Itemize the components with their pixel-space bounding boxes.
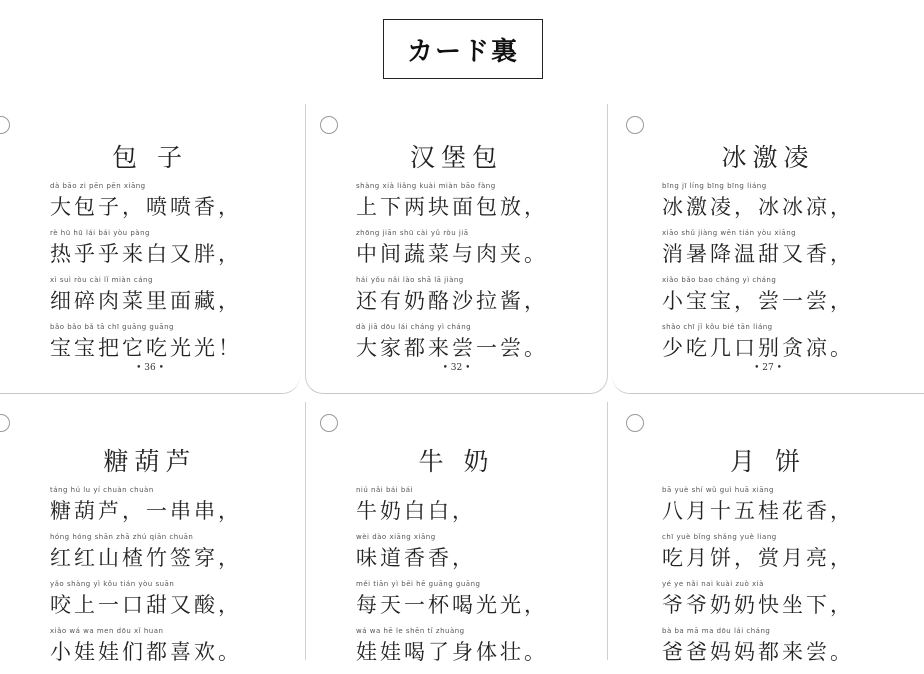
poem-line	[50, 627, 290, 674]
card-title: 牛 奶	[418, 447, 495, 476]
poem-line	[50, 533, 290, 580]
poem-line	[356, 229, 597, 276]
hanzi: 宝宝把它吃光光！	[50, 336, 242, 360]
card-title: 月 饼	[730, 447, 806, 476]
card-title: 包 子	[112, 143, 188, 172]
card-title: 冰激凌	[721, 143, 815, 172]
hanzi: 冰激凌，冰冰凉，	[662, 195, 854, 219]
pinyin: yé ye nǎi nai kuài zuò xià	[662, 580, 764, 588]
poem-line	[662, 486, 914, 533]
poem-line	[356, 627, 597, 674]
hanzi: 咬上一口甜又酸，	[50, 593, 242, 617]
hanzi: 爸爸妈妈都来尝。	[662, 640, 854, 664]
poem-line	[662, 533, 914, 580]
hanzi: 大家都来尝一尝。	[356, 336, 548, 360]
pinyin: bǎo bǎo bǎ tā chī guāng guāng	[50, 323, 174, 331]
hanzi: 八月十五桂花香，	[662, 499, 854, 523]
hanzi: 小娃娃们都喜欢。	[50, 640, 242, 664]
pinyin: hóng hóng shān zhā zhú qiān chuān	[50, 533, 194, 541]
punch-hole-icon	[0, 116, 10, 134]
hanzi: 热乎乎来白又胖，	[50, 242, 242, 266]
hanzi: 吃月饼，赏月亮，	[662, 546, 854, 570]
pinyin: bīng jī líng bīng bīng liáng	[662, 182, 767, 190]
pinyin: xiāo shǔ jiàng wēn tián yòu xiāng	[662, 229, 797, 237]
poem-lines	[356, 182, 597, 370]
pinyin: bā yuè shí wǔ guì huā xiāng	[662, 486, 774, 494]
hanzi: 中间蔬菜与肉夹。	[356, 242, 548, 266]
poem-line	[50, 276, 290, 323]
pinyin: hái yǒu nǎi lào shā lā jiàng	[356, 276, 464, 284]
poem-line	[356, 533, 597, 580]
pinyin: zhōng jiān shū cài yǔ ròu jiā	[356, 229, 469, 237]
hanzi: 糖葫芦，一串串，	[50, 499, 242, 523]
page-title: カード裏	[383, 19, 543, 79]
hanzi: 爷爷奶奶快坐下，	[662, 593, 854, 617]
hanzi: 娃娃喝了身体壮。	[356, 640, 548, 664]
pinyin: táng hú lu yí chuàn chuàn	[50, 486, 154, 494]
card-tanghulu	[0, 402, 300, 664]
hanzi: 上下两块面包放，	[356, 195, 548, 219]
hanzi: 少吃几口别贪凉。	[662, 336, 854, 360]
poem-line	[356, 276, 597, 323]
poem-lines	[50, 486, 290, 674]
pinyin: wá wa hē le shēn tǐ zhuàng	[356, 627, 465, 635]
pinyin: chī yuè bǐng shǎng yuè liang	[662, 533, 777, 541]
poem-line	[50, 229, 290, 276]
poem-line	[662, 580, 914, 627]
card-ice-cream	[612, 104, 924, 394]
card-title: 汉堡包	[409, 143, 503, 172]
page-number: • 32 •	[442, 363, 471, 373]
pinyin: shǎo chī jǐ kǒu bié tān liáng	[662, 323, 773, 331]
hanzi: 还有奶酪沙拉酱，	[356, 289, 548, 313]
poem-line	[356, 580, 597, 627]
poem-line	[356, 486, 597, 533]
poem-lines	[356, 486, 597, 674]
poem-lines	[50, 182, 290, 370]
poem-lines	[662, 182, 914, 370]
pinyin: dà jiā dōu lái cháng yì cháng	[356, 323, 472, 331]
poem-line	[356, 182, 597, 229]
poem-line	[50, 486, 290, 533]
pinyin: xiǎo bǎo bao cháng yì cháng	[662, 276, 777, 284]
poem-lines	[662, 486, 914, 674]
poem-line	[50, 182, 290, 229]
hanzi: 牛奶白白，	[356, 499, 476, 523]
hanzi: 细碎肉菜里面藏，	[50, 289, 242, 313]
poem-line	[662, 276, 914, 323]
punch-hole-icon	[626, 116, 644, 134]
card-title: 糖葫芦	[103, 447, 197, 476]
pinyin: bà ba mā ma dōu lái cháng	[662, 627, 771, 635]
page-number: • 27 •	[754, 363, 782, 373]
poem-line	[662, 229, 914, 276]
poem-line	[662, 182, 914, 229]
card-milk	[305, 402, 608, 664]
pinyin: dà bāo zi pēn pēn xiāng	[50, 182, 146, 190]
hanzi: 消暑降温甜又香，	[662, 242, 854, 266]
hanzi: 小宝宝，尝一尝，	[662, 289, 854, 313]
poem-line	[50, 580, 290, 627]
hanzi: 红红山楂竹签穿，	[50, 546, 242, 570]
punch-hole-icon	[320, 116, 338, 134]
pinyin: rè hū hū lái bái yòu pàng	[50, 229, 150, 237]
card-mooncake	[612, 402, 924, 664]
card-baozi	[0, 104, 300, 394]
hanzi: 味道香香，	[356, 546, 476, 570]
punch-hole-icon	[626, 414, 644, 432]
pinyin: niú nǎi bái bái	[356, 486, 414, 494]
punch-hole-icon	[320, 414, 338, 432]
page-number: • 36 •	[136, 363, 164, 373]
poem-line	[662, 627, 914, 674]
pinyin: shàng xià liǎng kuài miàn bāo fàng	[356, 182, 496, 190]
pinyin: yǎo shàng yì kǒu tián yòu suān	[50, 580, 175, 588]
hanzi: 每天一杯喝光光，	[356, 593, 548, 617]
pinyin: xiǎo wá wa men dōu xǐ huan	[50, 627, 164, 635]
hanzi: 大包子，喷喷香，	[50, 195, 242, 219]
punch-hole-icon	[0, 414, 10, 432]
pinyin: wèi dào xiāng xiāng	[356, 533, 436, 541]
pinyin: xì suì ròu cài lǐ miàn cáng	[50, 276, 153, 284]
card-hamburger	[305, 104, 608, 394]
pinyin: měi tiān yì bēi hē guāng guāng	[356, 580, 481, 588]
